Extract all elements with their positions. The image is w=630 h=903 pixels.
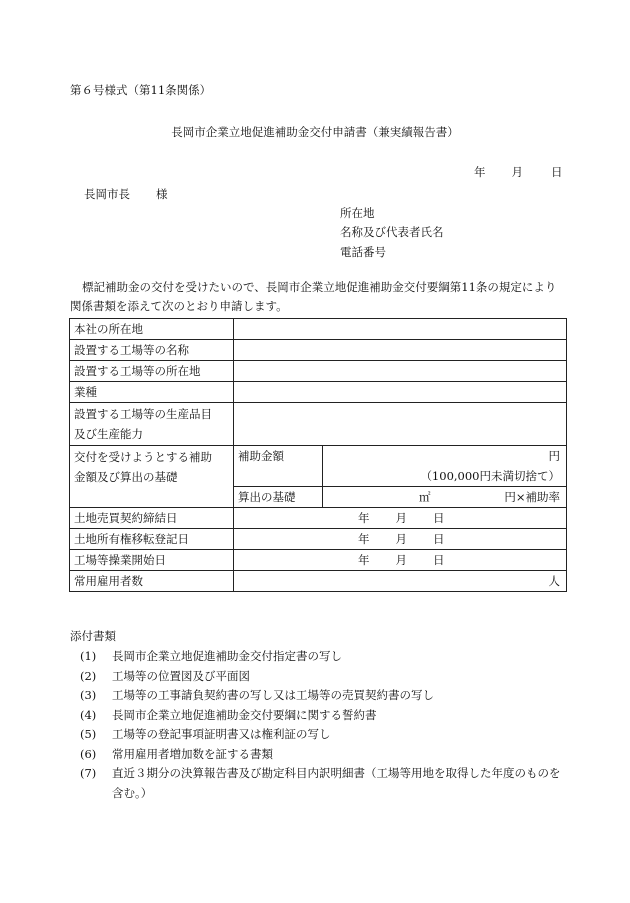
land-transfer-date-label: 土地所有権移転登記日 [70,529,234,550]
table-row [70,550,567,571]
list-item [80,725,570,745]
list-item [80,667,570,687]
intro-paragraph: 標記補助金の交付を受けたいので、長岡市企業立地促進補助金交付要綱第11条の規定により関係書類を添えて次のとおり申請します。 [70,280,557,313]
date-month: 月 [395,553,407,567]
list-item-text: 直近３期分の決算報告書及び勘定科目内訳明細書（工場等用地を取得した年度のものを含む。） [112,766,561,800]
list-item-text: 長岡市企業立地促進補助金交付指定書の写し [112,649,342,663]
land-transfer-date-value[interactable] [234,529,567,550]
products-value[interactable] [234,403,567,446]
date-year: 年 [474,165,486,179]
hq-address-label: 本社の所在地 [70,319,234,340]
table-row [70,446,567,487]
table-row [70,571,567,592]
products-label [70,403,234,446]
list-item-number: (4) [80,707,97,722]
date-month: 月 [511,165,523,179]
list-item [80,686,570,706]
application-date [474,164,563,180]
subsidy-label-line2: 金額及び算出の基礎 [74,470,178,484]
amount-unit: 円 [548,449,560,463]
list-item-text: 工場等の工事請負契約書の写し又は工場等の売買契約書の写し [112,688,434,702]
attachments-list [80,647,570,803]
list-item-number: (7) [80,766,97,780]
date-day: 日 [433,532,445,546]
land-contract-date-value[interactable] [234,508,567,529]
employees-value[interactable] [234,571,567,592]
factory-name-value[interactable] [234,340,567,361]
table-row [70,340,567,361]
addressee-name: 長岡市長 [84,187,130,201]
application-table [69,318,567,592]
employees-unit: 人 [548,574,560,588]
list-item [80,647,570,667]
date-day: 日 [433,553,445,567]
operation-start-date-value[interactable] [234,550,567,571]
date-year: 年 [358,553,370,567]
list-item-text: 長岡市企業立地促進補助金交付要綱に関する誓約書 [112,707,377,722]
industry-label: 業種 [70,382,234,403]
list-item-text: 工場等の位置図及び平面図 [112,668,250,683]
products-label-line2: 及び生産能力 [74,427,143,441]
list-item-number: (2) [80,668,97,683]
amount-label: 補助金額 [234,446,323,487]
basis-area-unit: ㎡ [419,490,431,504]
table-row [70,361,567,382]
industry-value[interactable] [234,382,567,403]
table-row [70,508,567,529]
document-title: 長岡市企業立地促進補助金交付申請書（兼実績報告書） [171,125,459,139]
subsidy-label [70,446,234,508]
form-number: 第６号様式（第11条関係） [70,83,212,97]
list-item-number: (5) [80,727,97,741]
date-month: 月 [395,511,407,525]
factory-address-value[interactable] [234,361,567,382]
operation-start-date-label: 工場等操業開始日 [70,550,234,571]
list-item [80,706,570,726]
attachments-heading: 添付書類 [70,629,116,643]
subsidy-label-line1: 交付を受けようとする補助 [74,450,212,464]
list-item-text: 工場等の登記事項証明書又は権利証の写し [112,727,331,741]
date-day: 日 [433,511,445,525]
hq-address-value[interactable] [234,319,567,340]
date-day: 日 [551,165,563,179]
basis-label: 算出の基礎 [234,487,323,508]
table-row [70,382,567,403]
applicant-name-label: 名称及び代表者氏名 [340,225,444,239]
table-row [70,403,567,446]
addressee-honorific: 様 [156,187,168,201]
basis-value[interactable] [323,487,567,508]
list-item-text: 常用雇用者増加数を証する書類 [112,746,273,761]
basis-rate: 円×補助率 [504,490,560,504]
addressee [84,186,168,202]
date-year: 年 [358,511,370,525]
land-contract-date-label: 土地売買契約締結日 [70,508,234,529]
list-item-number: (1) [80,649,97,663]
list-item [80,745,570,765]
date-year: 年 [358,532,370,546]
table-row [70,319,567,340]
table-row [70,529,567,550]
list-item-number: (6) [80,746,97,761]
employees-label: 常用雇用者数 [70,571,234,592]
list-item-number: (3) [80,688,97,702]
amount-note: （100,000円未満切捨て） [420,469,560,483]
date-month: 月 [395,532,407,546]
applicant-phone-label: 電話番号 [340,245,386,259]
list-item [80,764,570,803]
factory-address-label: 設置する工場等の所在地 [70,361,234,382]
applicant-address-label: 所在地 [340,206,375,220]
amount-value[interactable] [323,446,567,487]
products-label-line1: 設置する工場等の生産品目 [74,407,212,421]
factory-name-label: 設置する工場等の名称 [70,340,234,361]
